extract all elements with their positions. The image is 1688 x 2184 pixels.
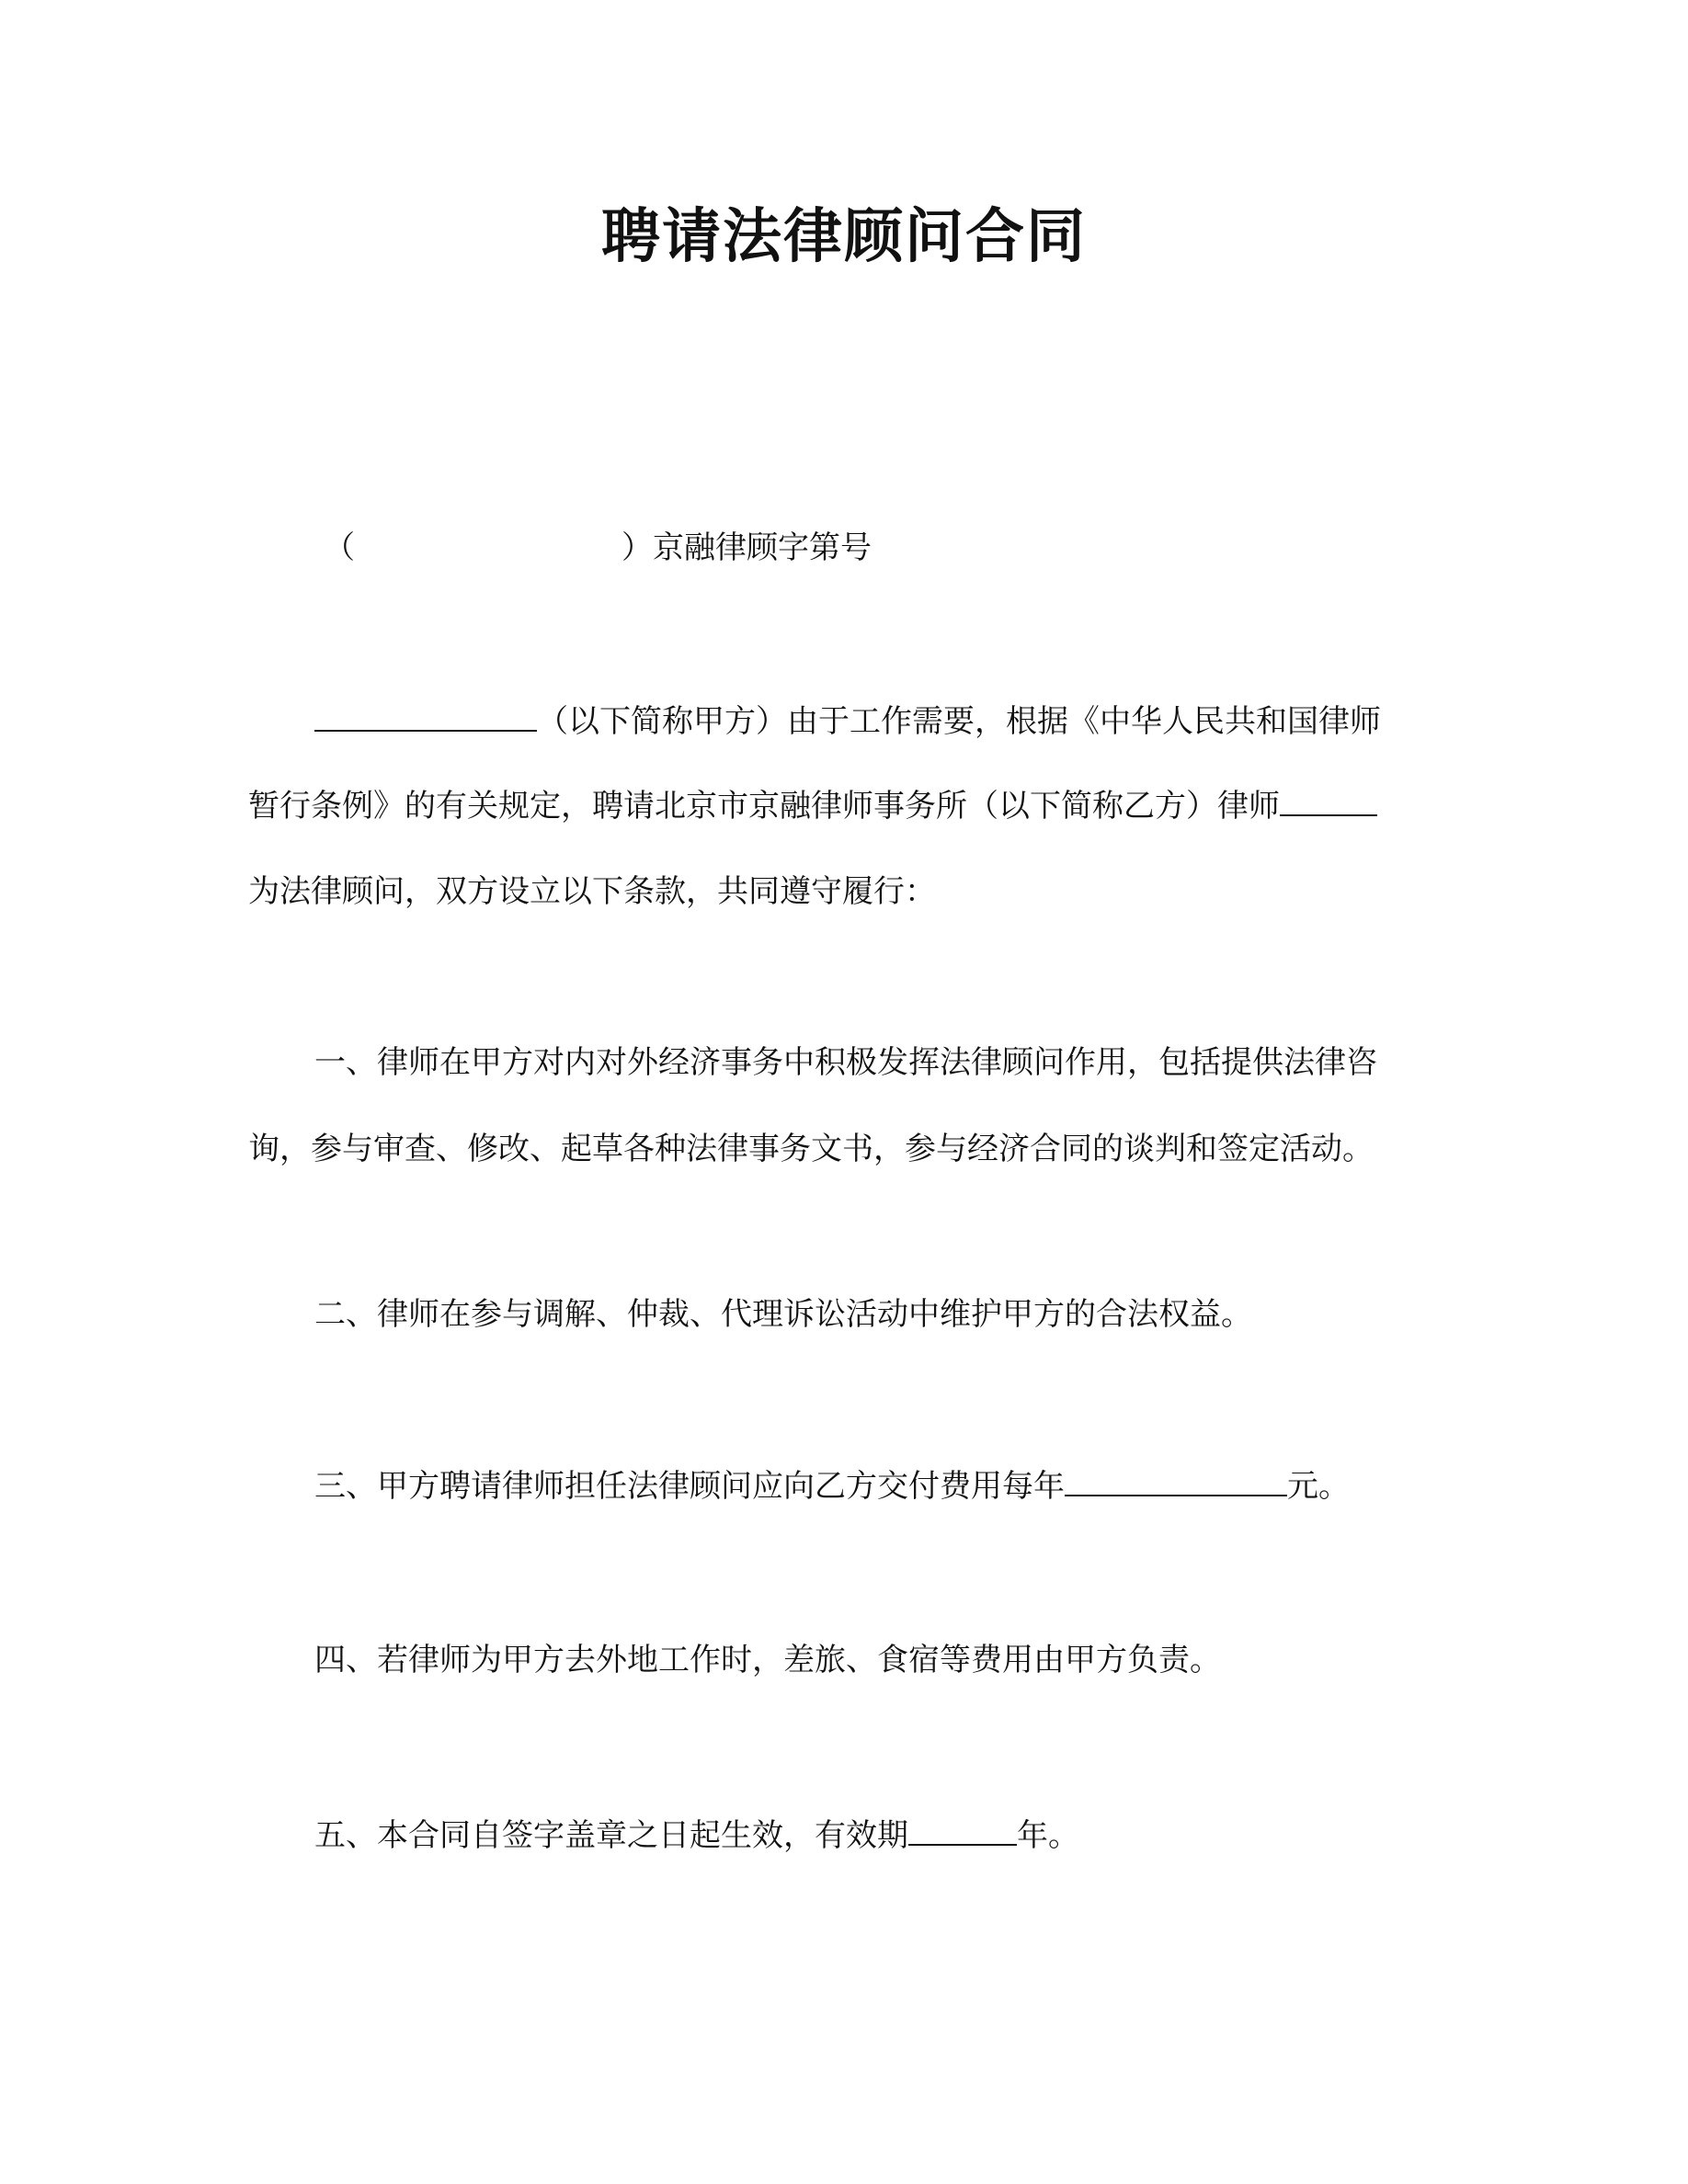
intro-line-2 [248, 781, 1443, 830]
reference-suffix: ）京融律顾字第号 [622, 529, 872, 566]
intro-line-3 [248, 868, 1443, 916]
intro-text-3: 为法律顾问，双方设立以下条款，共同遵守履行： [248, 873, 936, 910]
intro-text-1: （以下简称甲方）由于工作需要，根据《中华人民共和国律师 [537, 703, 1381, 740]
reference-number-line [324, 524, 1519, 572]
reference-open-paren: （ [324, 529, 355, 566]
intro-line-1 [314, 697, 1445, 745]
lawyer-name-blank [1280, 781, 1377, 816]
clause-5 [314, 1811, 1445, 1860]
clause-1-line-2 [248, 1125, 1443, 1173]
clause-1-line-1 [314, 1039, 1445, 1086]
clause-1-text-2: 询，参与审查、修改、起草各种法律事务文书，参与经济合同的谈判和签定活动。 [248, 1131, 1374, 1167]
clause-5-text-before: 五、本合同自签字盖章之日起生效，有效期 [314, 1817, 908, 1854]
annual-fee-blank [1065, 1462, 1287, 1496]
clause-1-text-1: 一、律师在甲方对内对外经济事务中积极发挥法律顾问作用，包括提供法律咨 [314, 1044, 1377, 1081]
clause-2 [314, 1291, 1445, 1338]
clause-4 [314, 1636, 1445, 1684]
clause-3 [314, 1462, 1445, 1510]
clause-4-text: 四、若律师为甲方去外地工作时，差旅、食宿等费用由甲方负责。 [314, 1642, 1221, 1678]
clause-3-text-before: 三、甲方聘请律师担任法律顾问应向乙方交付费用每年 [314, 1468, 1065, 1505]
clause-2-text: 二、律师在参与调解、仲裁、代理诉讼活动中维护甲方的合法权益。 [314, 1296, 1252, 1333]
clause-3-text-after: 元。 [1287, 1468, 1350, 1505]
party-a-name-blank [314, 697, 537, 732]
document-title: 聘请法律顾问合同 [601, 203, 1087, 271]
validity-years-blank [908, 1811, 1017, 1846]
clause-5-text-after: 年。 [1017, 1817, 1079, 1854]
intro-text-2: 暂行条例》的有关规定，聘请北京市京融律师事务所（以下简称乙方）律师 [248, 788, 1280, 825]
